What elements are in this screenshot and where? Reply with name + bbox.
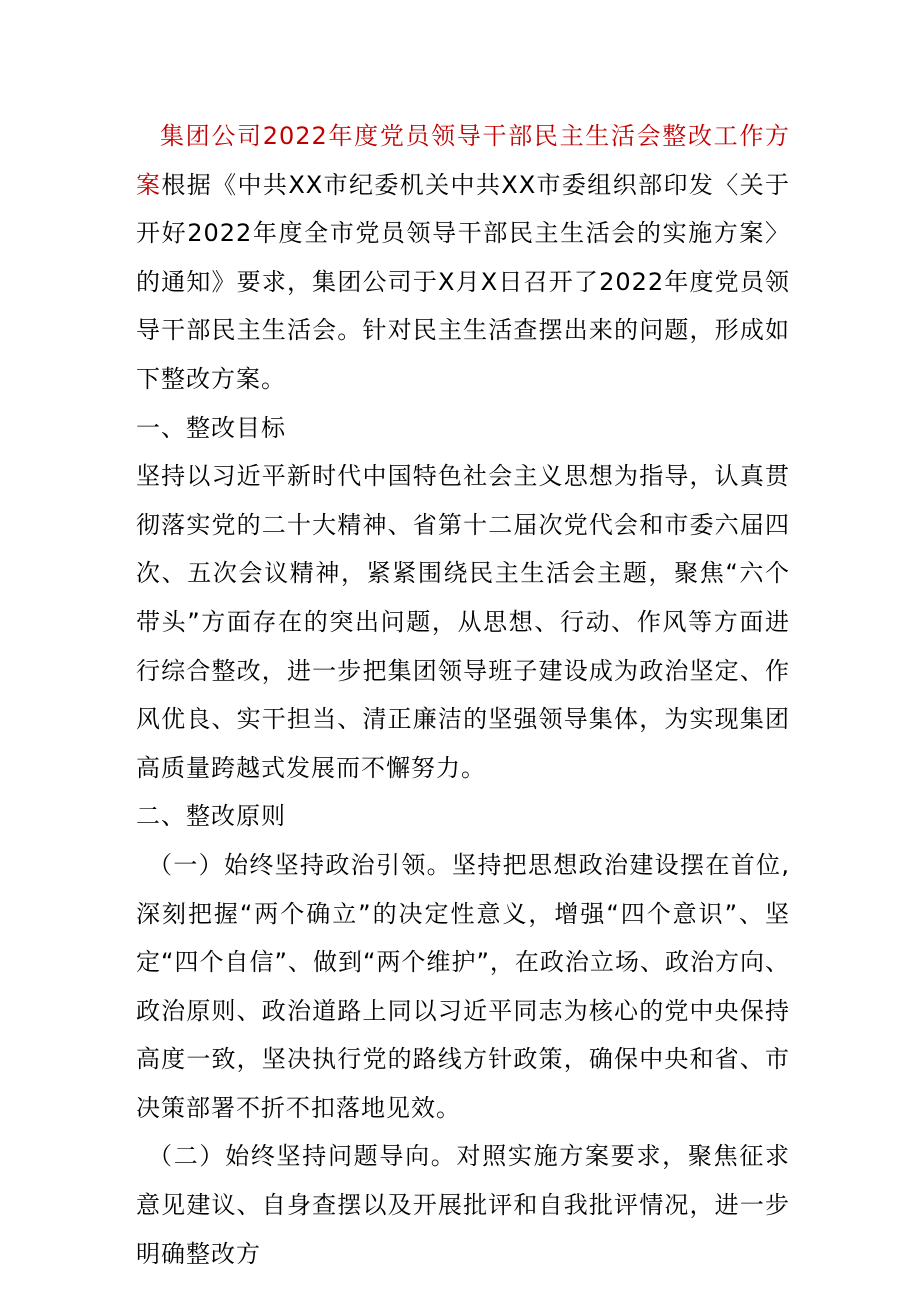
principle-problem-orientation: （二）始终坚持问题导向。对照实施方案要求，聚焦征求意见建议、自身查摆以及开展批评和自我批评情况，进一步明确整改方 <box>136 1142 790 1268</box>
document-body <box>136 112 790 1278</box>
principle-political-leadership: （一）始终坚持政治引领。坚持把思想政治建设摆在首位,深刻把握“两个确立”的决定性意义，增强“四个意识”、坚定“四个自信”、做到“两个维护”，在政治立场、政治方向、政治原则、政治道路上同以习近平同志为核心的党中央保持高度一致，坚决执行党的路线方针政策，确保中央和省、市决策部署不折不扣落地见效。 <box>136 850 790 1122</box>
document-title: 集团公司2022年度党员领导干部民主生活会整改工作方案 <box>136 122 790 199</box>
intro-paragraph <box>136 112 790 404</box>
intro-text: 根据《中共XX市纪委机关中共XX市委组织部印发〈关于开好2022年度全市党员领导干部民主生活会的实施方案〉的通知》要求，集团公司于X月X日召开了2022年度党员领导干部民主生活会。针对民主生活查摆出来的问题，形成如下整改方案。 <box>136 170 791 393</box>
goals-paragraph: 坚持以习近平新时代中国特色社会主义思想为指导，认真贯彻落实党的二十大精神、省第十二届次党代会和市委六届四次、五次会议精神，紧紧围绕民主生活会主题，聚焦“六个带头”方面存在的突出问题，从思想、行动、作风等方面进行综合整改，进一步把集团领导班子建设成为政治坚定、作风优良、实干担当、清正廉洁的坚强领导集体，为实现集团高质量跨越式发展而不懈努力。 <box>136 462 790 782</box>
section-heading-principles: 二、整改原则 <box>136 802 286 831</box>
section-heading-goals: 一、整改目标 <box>136 413 286 442</box>
